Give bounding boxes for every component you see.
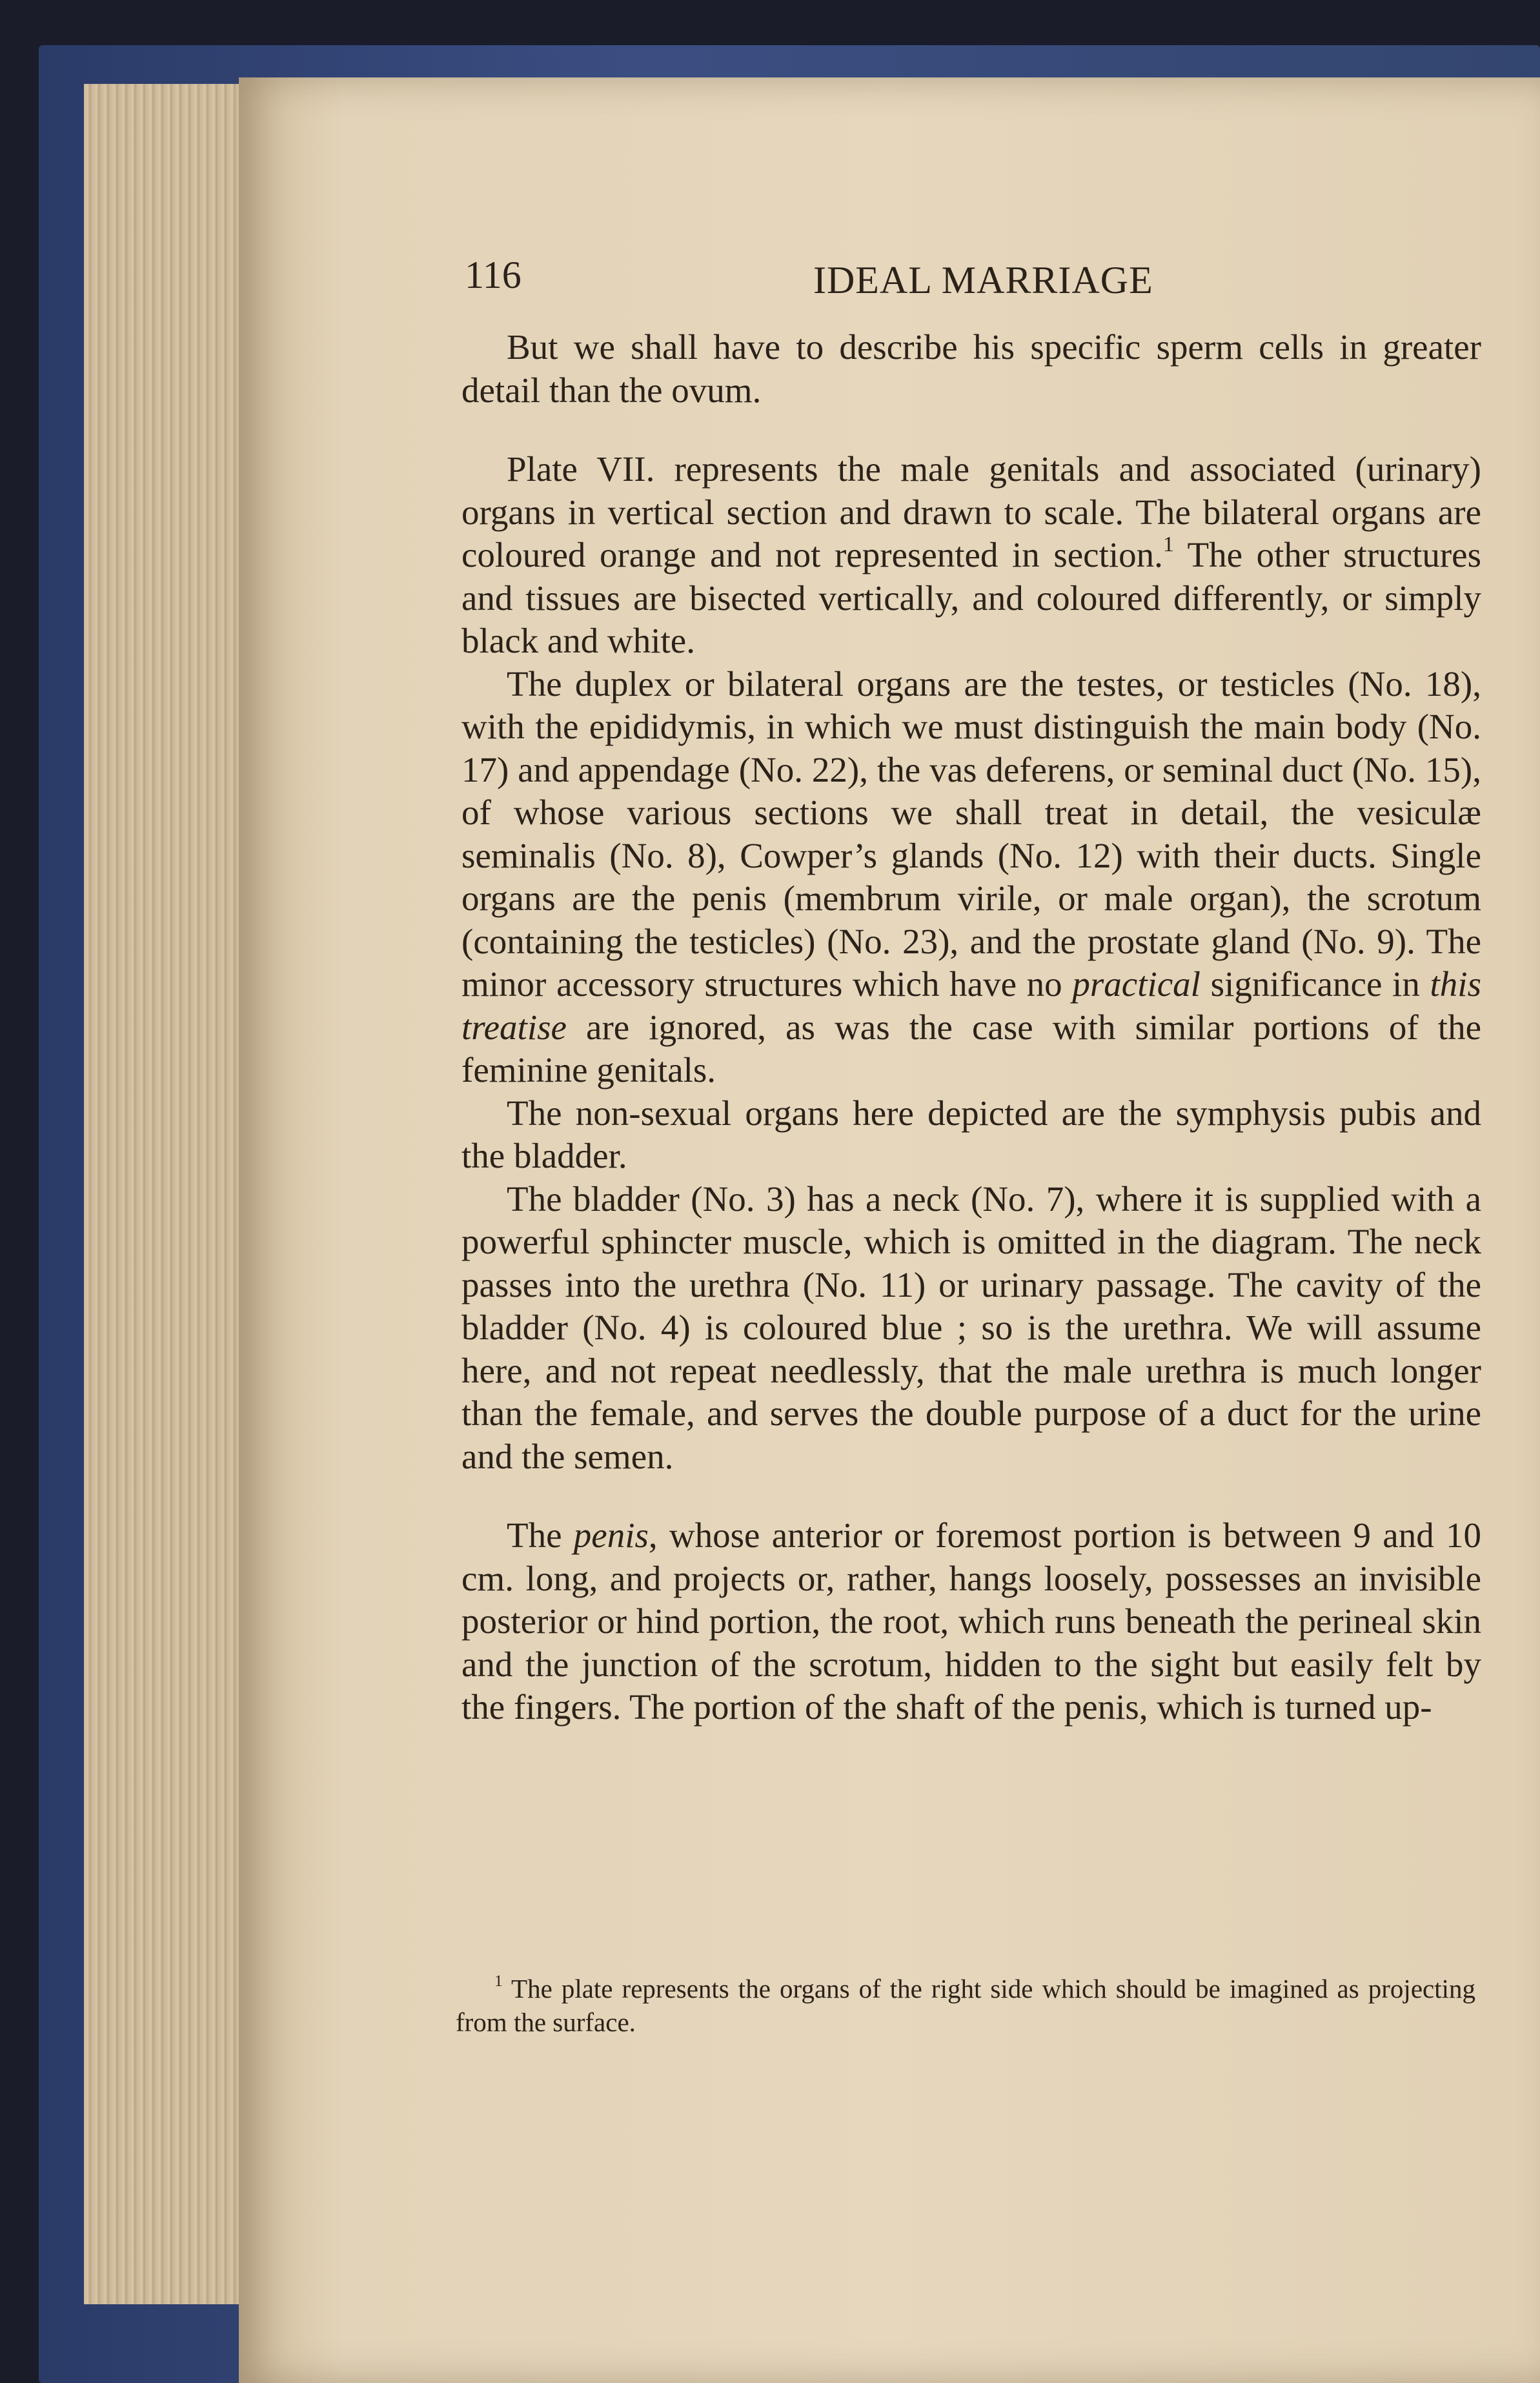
running-title: IDEAL MARRIAGE xyxy=(813,259,1153,301)
body-text xyxy=(461,326,1481,1729)
paragraph-1-text: But we shall have to describe his specific sperm cells in greater detail than the ovum. xyxy=(461,327,1481,410)
paragraph-6 xyxy=(461,1514,1481,1729)
page-edges xyxy=(84,84,252,2304)
paragraph-3 xyxy=(461,663,1481,1092)
footnote-marker: 1 xyxy=(494,1972,503,1991)
paragraph-6-text-a: The xyxy=(507,1516,574,1555)
paragraph-3-text-c: are ignored, as was the case with similar portions of the feminine genitals. xyxy=(461,1007,1481,1090)
paragraph-1 xyxy=(461,326,1481,412)
paragraph-2 xyxy=(461,448,1481,663)
paragraph-5-text: The bladder (No. 3) has a neck (No. 7), where it is supplied with a powerful sphincter muscle, which is omitted in the diagram. The neck passes into the urethra (No. 11) or urinary passage. The cavity of the bladder (No. 4) is coloured blue ; so is the urethra. We will assume here, and not repeat needlessly, that the male urethra is much longer than the female, and serves the double purpose of a duct for the urine and the semen. xyxy=(461,1179,1481,1476)
paragraph-2-text-a: Plate VII. represents the male genitals and associated (urinary) organs in vertical section and drawn to scale. The bilateral organs are coloured orange and not represented in section. xyxy=(461,449,1481,574)
footnote-paragraph xyxy=(456,1972,1475,2039)
page-header xyxy=(465,253,1484,311)
paragraph-3-text-a: The duplex or bilateral organs are the testes, or testicles (No. 18), with the epididymis, in which we must distinguish the main body (No. 17) and appendage (No. 22), the vas deferens, or seminal duct (No. 15), of whose various sections we shall treat in detail, the vesiculæ seminalis (No. 8), Cowper’s glands (No. 12) with their ducts. Single organs are the penis (membrum virile, or male organ), the scrotum (containing the testicles) (No. 23), and the prostate gland (No. 9). The minor accessory structures which have no xyxy=(461,664,1481,1004)
paragraph-6-text-b: , whose anterior or foremost portion is between 9 and 10 cm. long, and projects or, rather, hangs loosely, possesses an invisible posterior or hind portion, the root, which runs beneath the perineal skin and the junction of the scrotum, hidden to the sight but easily felt by the fingers. The portion of the shaft of the penis, which is turned up- xyxy=(461,1516,1481,1727)
paragraph-4 xyxy=(461,1092,1481,1178)
footnote-text: The plate represents the organs of the right side which should be imagined as projecting from the surface. xyxy=(456,1974,1475,2037)
emphasis-this-treatise: this treatise xyxy=(461,964,1481,1047)
page-number: 116 xyxy=(465,254,522,296)
paragraph-3-text-b: significance in xyxy=(1200,964,1430,1004)
emphasis-practical: practical xyxy=(1072,964,1201,1004)
emphasis-penis: penis xyxy=(573,1516,649,1555)
footnote xyxy=(456,1972,1475,2039)
paragraph-4-text: The non-sexual organs here depicted are the symphysis pubis and the bladder. xyxy=(461,1093,1481,1175)
paragraph-5 xyxy=(461,1178,1481,1479)
paragraph-2-text-b: The other structures and tissues are bisected vertically, and coloured differently, or simply black and white. xyxy=(461,535,1481,660)
footnote-reference: 1 xyxy=(1162,532,1174,557)
